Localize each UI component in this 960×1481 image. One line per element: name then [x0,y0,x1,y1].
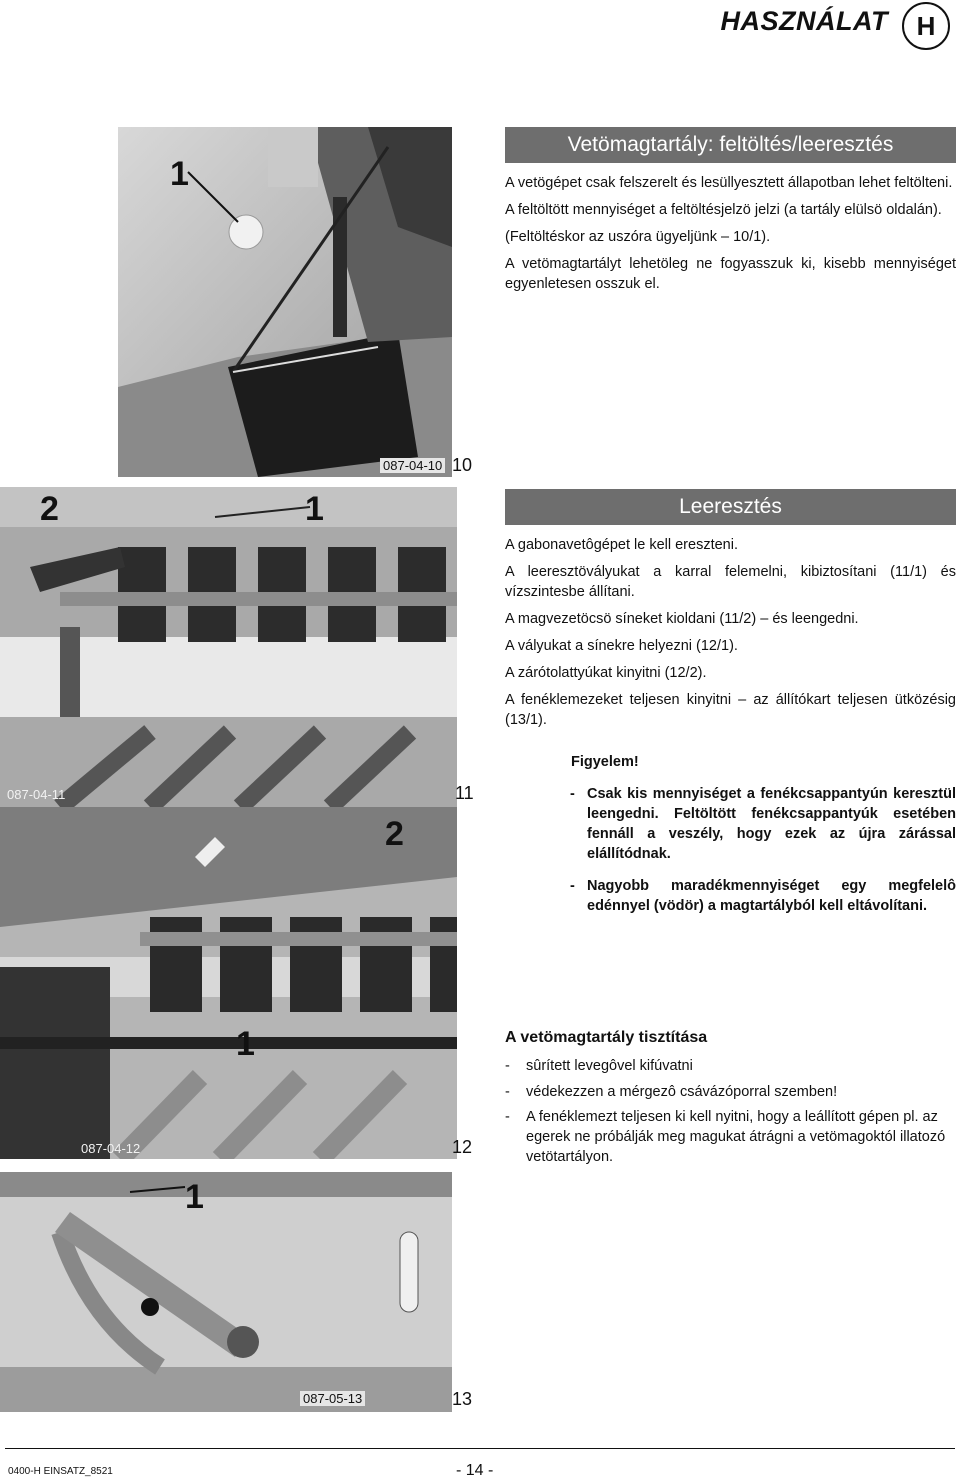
warning-item-1-text: Csak kis mennyiséget a fenékcsappantyún keresztül leengedni. Feltöltött fenékcsappantyúk esetében fennáll a veszély, hogy ezek az újra zárással elállítódnak. [587,786,956,862]
draining-paragraph-1: A gabonavetôgépet le kell ereszteni. [505,537,738,553]
cleaning-item-3 [505,1107,956,1167]
draining-paragraph-6: A fenéklemezeket teljesen kinyitni – az állítókart teljesen ütközésig (13/1). [505,692,956,728]
warning-item-2-text: Nagyobb maradékmennyiséget egy megfelelô edénnyel (vödör) a magtartályból kell eltávolítani. [587,878,956,914]
draining-paragraph-4: A vályukat a sínekre helyezni (12/1). [505,638,738,654]
section-draining-text [505,535,956,737]
warning-item-1-dash: - [570,786,575,802]
figure-10-photo [118,127,452,477]
draining-paragraph-2: A leeresztövályukat a karral felemelni, kibiztosítani (11/1) és vízszintesbe állítani. [505,564,956,600]
section-title-filling: Vetömagtartály: feltöltés/leeresztés [505,127,956,163]
cleaning-item-3-text: A fenéklemezt teljesen ki kell nyitni, hogy a leállított gépen pl. az egerek ne próbálják meg magukat átrágni a vetömagoktól illatozó vetötartályon. [526,1109,946,1165]
footer-divider [5,1448,955,1449]
cleaning-item-2-text: védekezzen a mérgezô csávázóporral szemben! [526,1084,838,1100]
cleaning-item-3-dash: - [505,1109,510,1125]
page-header-title: HASZNÁLAT [720,6,888,36]
filling-paragraph-4: A vetömagtartályt lehetöleg ne fogyasszuk ki, kisebb mennyiséget egyenletesen osszuk el. [505,256,956,292]
figure-12-callout-2: 2 [385,815,404,853]
cleaning-item-1-text: sûrített levegôvel kifúvatni [526,1058,693,1074]
warning-item-2 [570,876,956,916]
figure-13-photo [0,1172,452,1412]
draining-paragraph-5: A zárótolattyúkat kinyitni (12/2). [505,665,707,681]
filling-paragraph-1: A vetögépet csak felszerelt és lesüllyesztett állapotban lehet feltölteni. [505,175,953,191]
warning-title: Figyelem! [571,754,639,770]
cleaning-item-2-dash: - [505,1084,510,1100]
figure-13-number: 13 [452,1389,473,1409]
figure-12-photo [0,807,457,1159]
warning-item-2-dash: - [570,878,575,894]
figure-12-code: 087-04-12 [81,1141,141,1156]
figure-10-code: 087-04-10 [380,458,445,473]
filling-paragraph-2: A feltöltött mennyiséget a feltöltésjelzö jelzi (a tartály elülsö oldalán). [505,202,942,218]
figure-10-number: 10 [452,455,473,475]
cleaning-item-1-dash: - [505,1058,510,1074]
figure-11-callout-2: 2 [40,490,59,528]
figure-13-code: 087-05-13 [300,1391,365,1406]
section-title-draining: Leeresztés [505,489,956,525]
section-filling-text [505,173,956,301]
figure-13-callout-1: 1 [185,1178,204,1216]
draining-paragraph-3: A magvezetöcsö síneket kioldani (11/2) – és leengedni. [505,611,859,627]
cleaning-title: A vetömagtartály tisztítása [505,1029,708,1046]
cleaning-item-1 [505,1056,956,1076]
figure-11-callout-1: 1 [305,490,324,528]
cleaning-item-2 [505,1082,956,1102]
filling-paragraph-3: (Feltöltéskor az uszóra ügyeljünk – 10/1). [505,229,771,245]
warning-item-1 [570,784,956,864]
figure-11-number: 11 [455,783,474,803]
page-number: - 14 - [456,1462,494,1479]
figure-12-callout-1: 1 [236,1025,255,1063]
language-badge: H [902,2,950,50]
figure-11-code: 087-04-11 [7,787,66,802]
footer-document-code: 0400-H EINSATZ_8521 [8,1466,113,1477]
figure-11-photo [0,487,457,807]
figure-12-number: 12 [452,1137,473,1157]
figure-10-callout-1: 1 [170,155,189,193]
